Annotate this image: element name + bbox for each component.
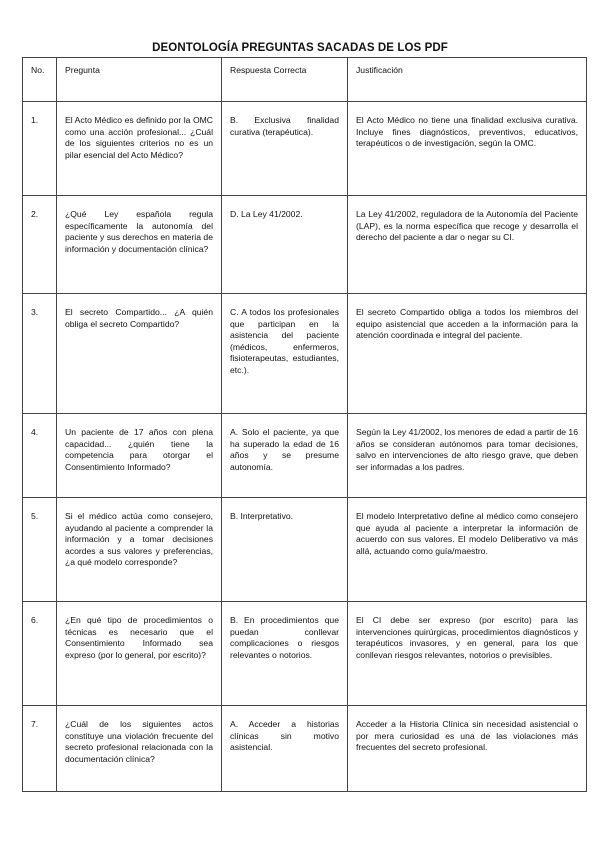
question-text: ¿Cuál de los siguientes actos constituye una violación frecuente del secreto profesional relacionada con la documentación clínica? [57, 706, 222, 792]
header-no: No. [23, 58, 57, 102]
header-justificacion: Justificación [348, 58, 587, 102]
justification-text: Acceder a la Historia Clínica sin necesidad asistencial o por mera curiosidad es una de las violaciones más frecuentes del secreto profesional. [348, 706, 587, 792]
document-title: DEONTOLOGÍA PREGUNTAS SACADAS DE LOS PDF [152, 42, 448, 54]
answer-text: B. En procedimientos que puedan conllevar complicaciones o riesgos relevantes o notorios. [222, 602, 348, 706]
justification-text: El Acto Médico no tiene una finalidad exclusiva curativa. Incluye fines diagnósticos, preventivos, educativos, terapéuticos o de investigación, según la OMC. [348, 102, 587, 196]
table-row [23, 196, 587, 294]
justification-text: El CI debe ser expreso (por escrito) para las intervenciones quirúrgicas, procedimientos diagnósticos y terapéuticos invasores, y en general, para los que conllevan riesgos relevantes, notorios o previsibles. [348, 602, 587, 706]
answer-text: B. Interpretativo. [222, 498, 348, 602]
row-number: 5. [23, 498, 57, 602]
question-text: Si el médico actúa como consejero, ayudando al paciente a comprender la información y a tomar decisiones acordes a sus valores y preferencias, ¿a qué modelo corresponde? [57, 498, 222, 602]
answer-text: D. La Ley 41/2002. [222, 196, 348, 294]
justification-text: La Ley 41/2002, reguladora de la Autonomía del Paciente (LAP), es la norma específica que recoge y desarrolla el derecho del paciente a dar o negar su CI. [348, 196, 587, 294]
question-text: ¿En qué tipo de procedimientos o técnicas es necesario que el Consentimiento Informado sea expreso (por lo general, por escrito)? [57, 602, 222, 706]
row-number: 4. [23, 414, 57, 498]
row-number: 6. [23, 602, 57, 706]
header-pregunta: Pregunta [57, 58, 222, 102]
questions-table [22, 57, 587, 792]
table-row [23, 102, 587, 196]
answer-text: A. Solo el paciente, ya que ha superado la edad de 16 años y se presume autonomía. [222, 414, 348, 498]
table-row [23, 498, 587, 602]
table-row [23, 706, 587, 792]
row-number: 7. [23, 706, 57, 792]
justification-text: El modelo Interpretativo define al médico como consejero que ayuda al paciente a interpretar la información de acuerdo con sus valores. El modelo Deliberativo va más allá, actuando como guía/maestro. [348, 498, 587, 602]
row-number: 3. [23, 294, 57, 414]
question-text: Un paciente de 17 años con plena capacidad... ¿quién tiene la competencia para otorgar el Consentimiento Informado? [57, 414, 222, 498]
answer-text: C. A todos los profesionales que participan en la asistencia del paciente (médicos, enfermeros, fisioterapeutas, estudiantes, etc.). [222, 294, 348, 414]
justification-text: El secreto Compartido obliga a todos los miembros del equipo asistencial que acceden a la información para la atención coordinada e integral del paciente. [348, 294, 587, 414]
question-text: ¿Qué Ley española regula específicamente la autonomía del paciente y sus derechos en materia de información y documentación clínica? [57, 196, 222, 294]
row-number: 2. [23, 196, 57, 294]
question-text: El Acto Médico es definido por la OMC como una acción profesional... ¿Cuál de los siguientes criterios no es un pilar esencial del Acto Médico? [57, 102, 222, 196]
answer-text: A. Acceder a historias clínicas sin motivo asistencial. [222, 706, 348, 792]
justification-text: Según la Ley 41/2002, los menores de edad a partir de 16 años se consideran autónomos para tomar decisiones, salvo en intervenciones de alto riesgo grave, que deben ser informadas a los padres. [348, 414, 587, 498]
table-row [23, 294, 587, 414]
answer-text: B. Exclusiva finalidad curativa (terapéutica). [222, 102, 348, 196]
row-number: 1. [23, 102, 57, 196]
header-respuesta: Respuesta Correcta [222, 58, 348, 102]
table-header-row [23, 58, 587, 102]
table-row [23, 414, 587, 498]
question-text: El secreto Compartido... ¿A quién obliga el secreto Compartido? [57, 294, 222, 414]
table-row [23, 602, 587, 706]
